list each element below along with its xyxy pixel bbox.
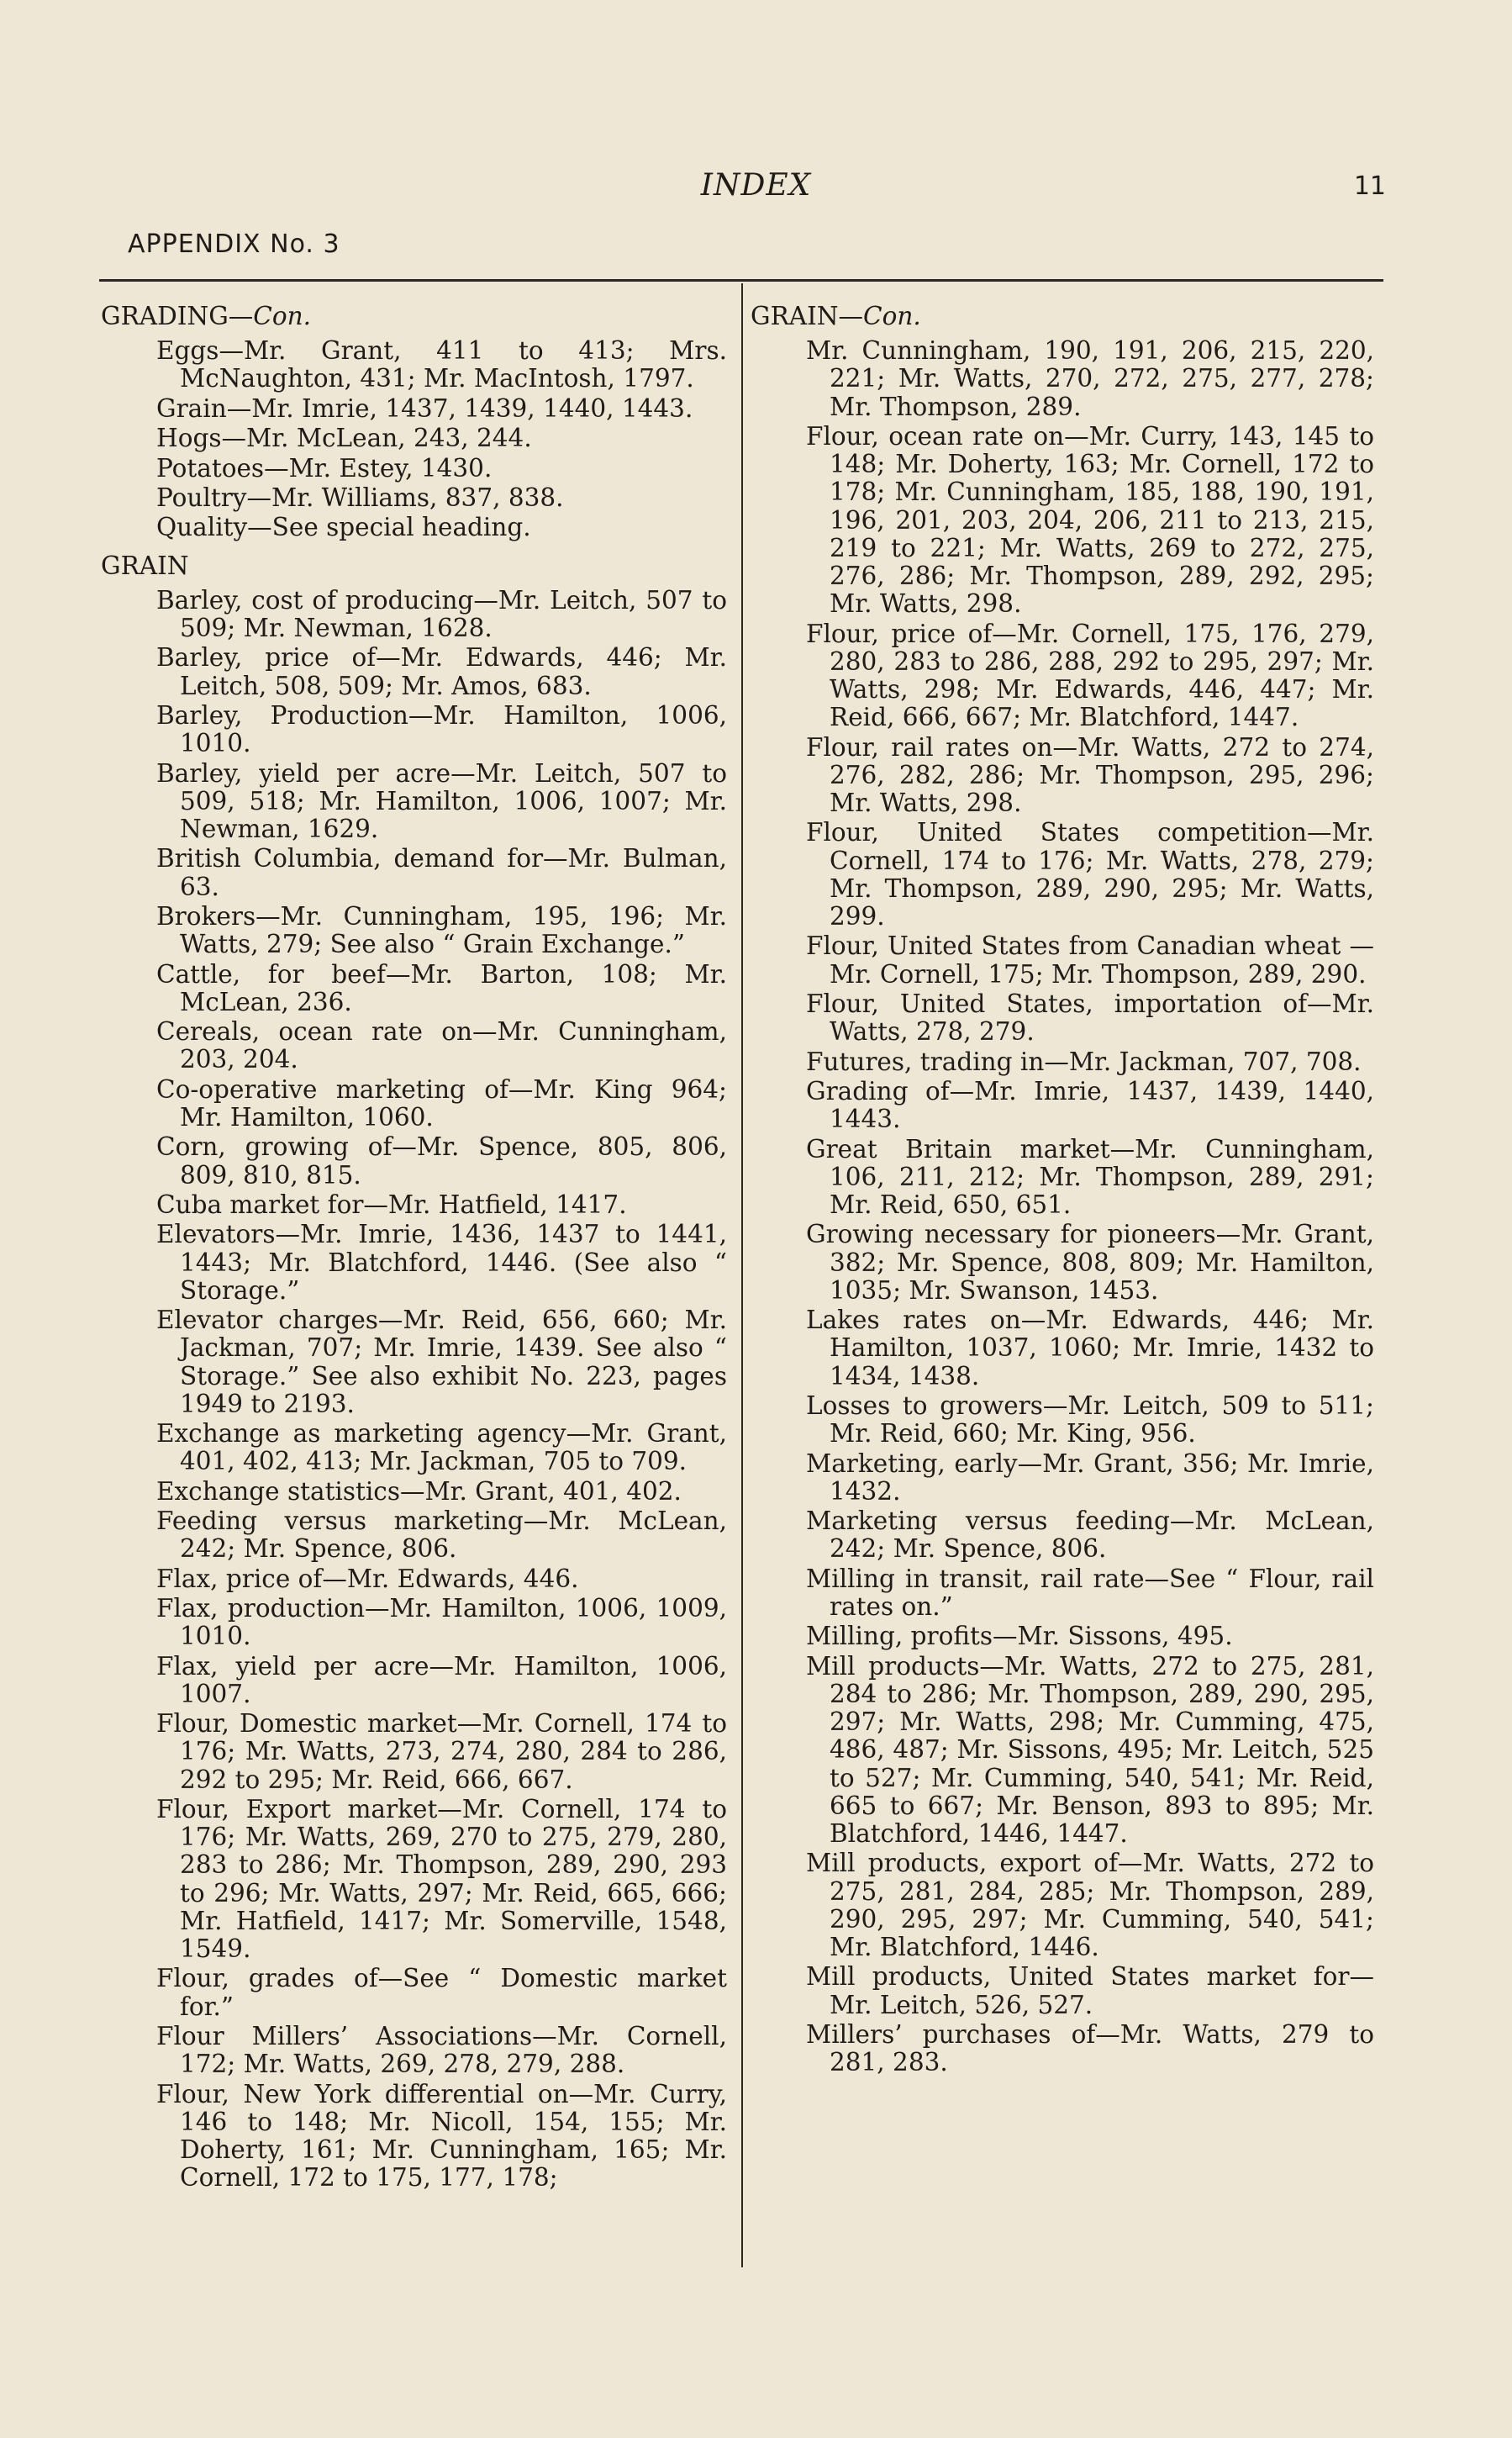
index-entry: Mill products, export of—Mr. Watts, 272 to 275, 281, 284, 285; Mr. Thompson, 289, 290, 295, 297; Mr. Cumming, 540, 541; Mr. Blatchford, 1446. (806, 1849, 1374, 1961)
index-entry: Millers’ purchases of—Mr. Watts, 279 to 281, 283. (806, 2019, 1374, 2077)
section-heading-text: GRADING— (101, 302, 254, 330)
index-entry: Flour, United States competition—Mr. Cornell, 174 to 176; Mr. Watts, 278, 279; Mr. Thompson, 289, 290, 295; Mr. Watts, 299. (806, 818, 1374, 931)
index-entry: Feeding versus marketing—Mr. McLean, 242; Mr. Spence, 806. (156, 1507, 727, 1564)
index-entry: Barley, price of—Mr. Edwards, 446; Mr. Leitch, 508, 509; Mr. Amos, 683. (156, 643, 727, 700)
index-entry: Exchange statistics—Mr. Grant, 401, 402. (156, 1476, 682, 1506)
index-entry: Grain—Mr. Imrie, 1437, 1439, 1440, 1443. (156, 393, 693, 423)
appendix-label: APPENDIX No. 3 (128, 230, 340, 259)
index-entry: Barley, cost of producing—Mr. Leitch, 507 to 509; Mr. Newman, 1628. (156, 585, 727, 642)
index-entry: Flour, Domestic market—Mr. Cornell, 174 to 176; Mr. Watts, 273, 274, 280, 284 to 286, 292 to 295; Mr. Reid, 666, 667. (156, 1709, 727, 1794)
index-entry: Flour, ocean rate on—Mr. Curry, 143, 145 to 148; Mr. Doherty, 163; Mr. Cornell, 172 to 178; Mr. Cunningham, 185, 188, 190, 191, 196, 201, 203, 204, 206, 211 to 213, 215, 219 to 221; Mr. Watts, 269 to 272, 275, 276, 286; Mr. Thompson, 289, 292, 295; Mr. Watts, 298. (806, 422, 1374, 619)
index-entry: Cereals, ocean rate on—Mr. Cunningham, 203, 204. (156, 1017, 727, 1074)
grading-entries (101, 337, 727, 541)
index-entry: Grading of—Mr. Imrie, 1437, 1439, 1440, 1443. (806, 1076, 1374, 1134)
index-entry: Potatoes—Mr. Estey, 1430. (156, 453, 493, 483)
index-entry: Cattle, for beef—Mr. Barton, 108; Mr. McLean, 236. (156, 959, 727, 1016)
index-entry: Brokers—Mr. Cunningham, 195, 196; Mr. Watts, 279; See also “ Grain Exchange.” (156, 901, 727, 959)
index-entry: Poultry—Mr. Williams, 837, 838. (156, 483, 564, 512)
index-entry: Mill products, United States market for— Mr. Leitch, 526, 527. (806, 1962, 1374, 2019)
page-header-title: INDEX (700, 168, 812, 203)
grain-entries (101, 587, 727, 2193)
grain-continued-entries (751, 337, 1374, 2077)
index-entry: Growing necessary for pioneers—Mr. Grant, 382; Mr. Spence, 808, 809; Mr. Hamilton, 1035; Mr. Swanson, 1453. (806, 1220, 1374, 1305)
section-heading-grading (101, 303, 727, 330)
index-entry: Exchange as marketing agency—Mr. Grant, 401, 402, 413; Mr. Jackman, 705 to 709. (156, 1419, 727, 1476)
index-entry: Flour Millers’ Associations—Mr. Cornell, 172; Mr. Watts, 269, 278, 279, 288. (156, 2022, 727, 2079)
index-entry: Mill products—Mr. Watts, 272 to 275, 281, 284 to 286; Mr. Thompson, 289, 290, 295, 297; Mr. Watts, 298; Mr. Cumming, 475, 486, 487; Mr. Sissons, 495; Mr. Leitch, 525 to 527; Mr. Cumming, 540, 541; Mr. Reid, 665 to 667; Mr. Benson, 893 to 895; Mr. Blatchford, 1446, 1447. (806, 1651, 1374, 1848)
section-heading-con: Con. (863, 302, 921, 330)
index-entry: Milling, profits—Mr. Sissons, 495. (806, 1622, 1233, 1651)
index-entry: Mr. Cunningham, 190, 191, 206, 215, 220, 221; Mr. Watts, 270, 272, 275, 277, 278; Mr. Thompson, 289. (806, 336, 1374, 421)
index-entry: Marketing versus feeding—Mr. McLean, 242; Mr. Spence, 806. (806, 1507, 1374, 1564)
index-entry: Flour, grades of—See “ Domestic market for.” (156, 1964, 727, 2021)
index-entry: Co-operative marketing of—Mr. King 964; Mr. Hamilton, 1060. (156, 1074, 727, 1132)
column-divider (741, 283, 743, 2267)
page-number: 11 (1353, 172, 1386, 201)
index-entry: Milling in transit, rail rate—See “ Flour, rail rates on.” (806, 1564, 1374, 1621)
index-entry: Lakes rates on—Mr. Edwards, 446; Mr. Hamilton, 1037, 1060; Mr. Imrie, 1432 to 1434, 1438. (806, 1306, 1374, 1391)
right-column (751, 303, 1374, 2079)
section-heading-text: GRAIN— (751, 302, 864, 330)
index-entry: Barley, Production—Mr. Hamilton, 1006, 1010. (156, 700, 727, 758)
index-entry: Flax, price of—Mr. Edwards, 446. (156, 1564, 579, 1593)
header-rule (99, 279, 1383, 282)
index-entry: Flour, rail rates on—Mr. Watts, 272 to 274, 276, 282, 286; Mr. Thompson, 295, 296; Mr. Watts, 298. (806, 732, 1374, 818)
index-entry: Futures, trading in—Mr. Jackman, 707, 708. (806, 1047, 1362, 1076)
index-entry: Flour, price of—Mr. Cornell, 175, 176, 279, 280, 283 to 286, 288, 292 to 295, 297; Mr. Watts, 298; Mr. Edwards, 446, 447; Mr. Reid, 666, 667; Mr. Blatchford, 1447. (806, 619, 1374, 732)
index-entry: Elevators—Mr. Imrie, 1436, 1437 to 1441, 1443; Mr. Blatchford, 1446. (See also “ Storage.” (156, 1220, 727, 1305)
index-entry: Flour, New York differential on—Mr. Curry, 146 to 148; Mr. Nicoll, 154, 155; Mr. Doherty, 161; Mr. Cunningham, 165; Mr. Cornell, 172 to 175, 177, 178; (156, 2079, 727, 2193)
index-entry: Quality—See special heading. (156, 513, 531, 542)
index-entry: Flax, yield per acre—Mr. Hamilton, 1006, 1007. (156, 1651, 727, 1708)
index-entry: British Columbia, demand for—Mr. Bulman, 63. (156, 844, 727, 901)
index-entry: Corn, growing of—Mr. Spence, 805, 806, 809, 810, 815. (156, 1132, 727, 1190)
left-column (101, 303, 727, 2194)
index-entry: Hogs—Mr. McLean, 243, 244. (156, 424, 532, 453)
index-entry: Cuba market for—Mr. Hatfield, 1417. (156, 1190, 627, 1219)
section-heading-con: Con. (253, 302, 311, 330)
index-entry: Marketing, early—Mr. Grant, 356; Mr. Imrie, 1432. (806, 1449, 1374, 1506)
index-entry: Barley, yield per acre—Mr. Leitch, 507 to 509, 518; Mr. Hamilton, 1006, 1007; Mr. Newman, 1629. (156, 758, 727, 843)
section-heading-grain-continued (751, 303, 1374, 330)
index-entry: Great Britain market—Mr. Cunningham, 106, 211, 212; Mr. Thompson, 289, 291; Mr. Reid, 650, 651. (806, 1134, 1374, 1219)
index-entry: Losses to growers—Mr. Leitch, 509 to 511; Mr. Reid, 660; Mr. King, 956. (806, 1391, 1374, 1449)
index-entry: Flour, United States, importation of—Mr. Watts, 278, 279. (806, 989, 1374, 1047)
section-heading-grain: GRAIN (101, 551, 189, 580)
index-entry: Flour, United States from Canadian wheat —Mr. Cornell, 175; Mr. Thompson, 289, 290. (806, 931, 1374, 989)
index-entry: Eggs—Mr. Grant, 411 to 413; Mrs. McNaughton, 431; Mr. MacIntosh, 1797. (156, 336, 727, 393)
index-entry: Flax, production—Mr. Hamilton, 1006, 1009, 1010. (156, 1594, 727, 1651)
index-entry: Elevator charges—Mr. Reid, 656, 660; Mr. Jackman, 707; Mr. Imrie, 1439. See also “ Storage.” See also exhibit No. 223, pages 1949 to 2193. (156, 1306, 727, 1418)
index-entry: Flour, Export market—Mr. Cornell, 174 to 176; Mr. Watts, 269, 270 to 275, 279, 280, 283 to 286; Mr. Thompson, 289, 290, 293 to 296; Mr. Watts, 297; Mr. Reid, 665, 666; Mr. Hatfield, 1417; Mr. Somerville, 1548, 1549. (156, 1795, 727, 1964)
